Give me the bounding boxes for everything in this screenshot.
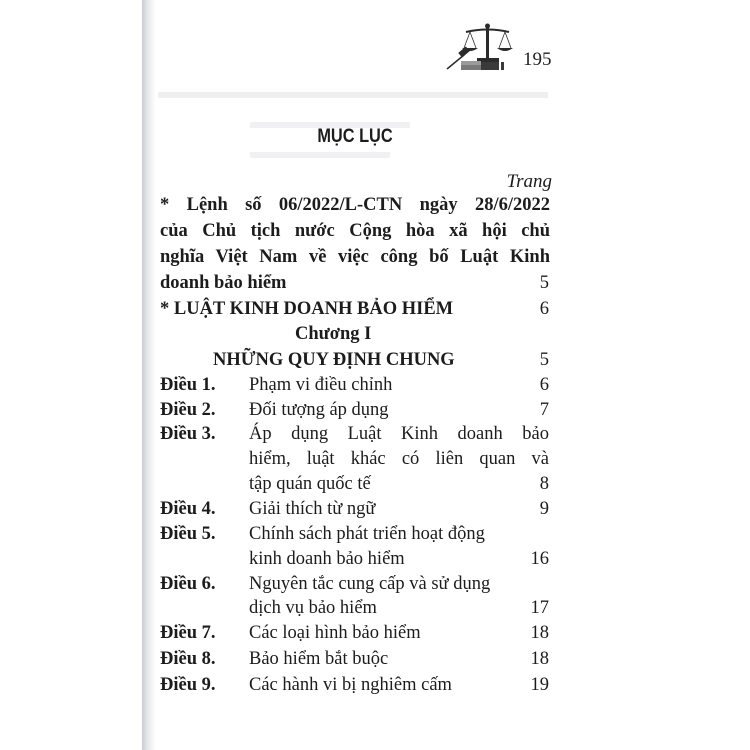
article-label: Điều 6. — [160, 574, 216, 594]
article-label: Điều 3. — [160, 424, 216, 444]
toc-entry-page: 6 — [539, 299, 549, 319]
article-title: Nguyên tắc cung cấp và sử dụng — [249, 574, 491, 594]
chapter-title: NHỮNG QUY ĐỊNH CHUNG — [213, 350, 455, 370]
page-binding-shadow — [142, 0, 156, 750]
article-title: dịch vụ bảo hiểm — [249, 598, 377, 618]
article-title: hiểm, luật khác có liên quan và — [249, 449, 549, 469]
toc-entry-intro-line: * Lệnh số 06/2022/L-CTN ngày 28/6/2022 — [160, 195, 550, 215]
article-title: tập quán quốc tế — [249, 474, 371, 494]
article-title: Phạm vi điều chỉnh — [249, 375, 393, 395]
article-title: Các hành vi bị nghiêm cấm — [249, 675, 452, 695]
article-title: Áp dụng Luật Kinh doanh bảo — [249, 424, 549, 444]
toc-entry-intro-line: nghĩa Việt Nam về việc công bố Luật Kinh — [160, 247, 550, 267]
article-title: Đối tượng áp dụng — [249, 400, 389, 420]
scales-of-justice-icon — [444, 22, 518, 72]
toc-entry-page: 5 — [539, 350, 549, 370]
article-page: 6 — [539, 375, 549, 395]
article-title: Chính sách phát triển hoạt động — [249, 524, 485, 544]
article-title: Các loại hình bảo hiểm — [249, 623, 421, 643]
page-number: 195 — [523, 49, 552, 70]
article-label: Điều 5. — [160, 524, 216, 544]
article-page: 18 — [530, 623, 549, 643]
article-label: Điều 8. — [160, 649, 216, 669]
article-title: Giải thích từ ngữ — [249, 499, 376, 519]
page-column-label: Trang — [506, 171, 552, 192]
article-page: 17 — [530, 598, 549, 618]
article-label: Điều 1. — [160, 375, 216, 395]
toc-title: MỤC LỤC — [317, 126, 393, 147]
article-label: Điều 2. — [160, 400, 216, 420]
toc-entry-intro-line: của Chủ tịch nước Cộng hòa xã hội chủ — [160, 221, 550, 241]
chapter-label: Chương I — [295, 324, 372, 344]
article-page: 9 — [539, 499, 549, 519]
article-page: 18 — [530, 649, 549, 669]
article-label: Điều 7. — [160, 623, 216, 643]
article-page: 19 — [530, 675, 549, 695]
toc-law-heading: * LUẬT KINH DOANH BẢO HIỂM — [160, 299, 454, 319]
article-page: 8 — [539, 474, 549, 494]
toc-entry-intro-line: doanh bảo hiểm — [160, 273, 287, 293]
article-label: Điều 4. — [160, 499, 216, 519]
article-label: Điều 9. — [160, 675, 216, 695]
article-page: 16 — [530, 549, 549, 569]
article-page: 7 — [539, 400, 549, 420]
article-title: kinh doanh bảo hiểm — [249, 549, 405, 569]
article-title: Bảo hiểm bắt buộc — [249, 649, 389, 669]
toc-entry-page: 5 — [539, 273, 549, 293]
